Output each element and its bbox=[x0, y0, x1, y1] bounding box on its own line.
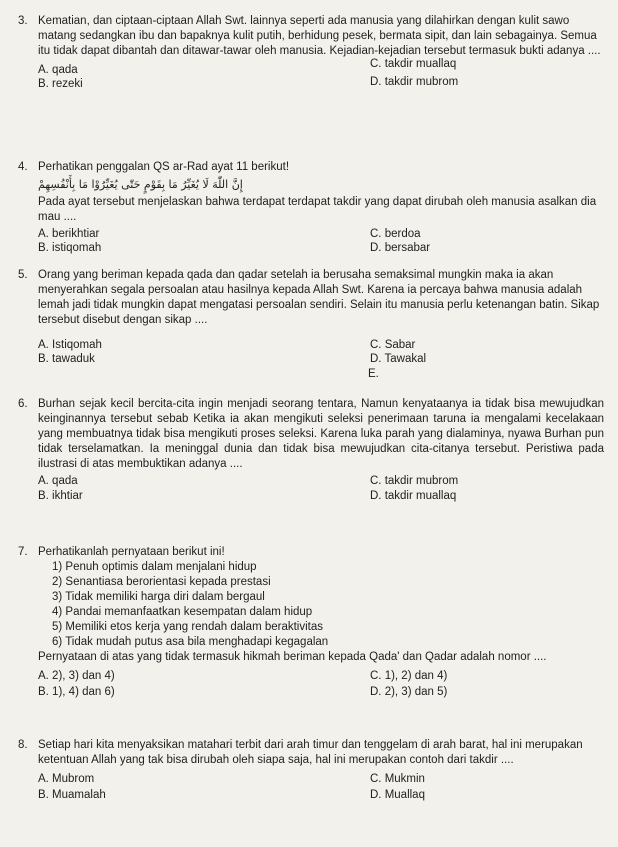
question-stem: Orang yang beriman kepada qada dan qadar setelah ia berusaha semaksimal mungkin maka ia akan menyerahkan segala persoalan atau hasilnya kepada Allah Swt. Karena ia percaya bahwa manusia adalah lemah jadi tidak mungkin dapat mengatasi persoalan sendiri. Selain itu manusia perlu ketenangan batin. Sikap tersebut disebut dengan sikap .... bbox=[38, 269, 600, 326]
option-a[interactable]: A. 2), 3) dan 4) bbox=[38, 670, 115, 682]
answer-options bbox=[38, 667, 604, 697]
question-4 bbox=[18, 160, 604, 257]
question-3 bbox=[18, 14, 604, 91]
answer-options bbox=[38, 58, 604, 91]
question-number: 4. bbox=[18, 161, 28, 173]
question-number: 5. bbox=[18, 269, 28, 281]
question-stem: Setiap hari kita menyaksikan matahari terbit dari arah timur dan tenggelam di arah barat, hal ini merupakan ketentuan Allah yang tak bisa dirubah oleh siapa saja, hal ini merupakan contoh dari takdir .... bbox=[38, 739, 583, 766]
option-b[interactable]: B. tawaduk bbox=[38, 353, 95, 365]
question-number: 8. bbox=[18, 739, 28, 751]
option-b[interactable]: B. 1), 4) dan 6) bbox=[38, 686, 115, 698]
question-8 bbox=[18, 738, 604, 801]
question-6 bbox=[18, 397, 604, 504]
option-a[interactable]: A. qada bbox=[38, 64, 78, 76]
option-d[interactable]: D. takdir muallaq bbox=[370, 490, 457, 502]
option-a[interactable]: A. berikhtiar bbox=[38, 228, 100, 240]
option-c[interactable]: C. takdir muallaq bbox=[370, 58, 457, 70]
option-a[interactable]: A. Istiqomah bbox=[38, 339, 102, 351]
statement-item: 1) Penuh optimis dalam menjalani hidup bbox=[52, 561, 257, 573]
option-c[interactable]: C. Sabar bbox=[370, 339, 416, 351]
statement-item: 3) Tidak memiliki harga diri dalam bergaul bbox=[52, 591, 265, 603]
option-c[interactable]: C. 1), 2) dan 4) bbox=[370, 670, 448, 682]
question-stem: Kematian, dan ciptaan-ciptaan Allah Swt. lainnya seperti ada manusia yang dilahirkan dengan kulit sawo matang sedangkan ibu dan bapaknya kulit putih, berhidung pesek, bermata sipit, dan lain sebagainya. Semua itu tidak dapat dibantah dan ditawar-tawar oleh manusia. Kejadian-kejadian tersebut termasuk bukti adanya .... bbox=[38, 15, 601, 57]
option-c[interactable]: C. takdir mubrom bbox=[370, 475, 459, 487]
option-c[interactable]: C. berdoa bbox=[370, 228, 421, 240]
statement-item: 4) Pandai memanfaatkan kesempatan dalam hidup bbox=[52, 606, 313, 618]
question-stem-continued: Pada ayat tersebut menjelaskan bahwa terdapat terdapat takdir yang dapat dirubah oleh manusia asalkan dia mau .... bbox=[38, 196, 597, 223]
statement-item: 5) Memiliki etos kerja yang rendah dalam beraktivitas bbox=[52, 621, 324, 633]
question-stem: Perhatikanlah pernyataan berikut ini! bbox=[38, 546, 225, 558]
answer-options bbox=[38, 330, 604, 380]
option-d[interactable]: D. 2), 3) dan 5) bbox=[370, 686, 448, 698]
question-number: 6. bbox=[18, 398, 28, 410]
answer-options bbox=[38, 474, 604, 504]
option-d[interactable]: D. bersabar bbox=[370, 242, 431, 254]
statement-list bbox=[38, 560, 604, 650]
option-c[interactable]: C. Mukmin bbox=[370, 773, 425, 785]
question-5 bbox=[18, 268, 604, 380]
option-b[interactable]: B. ikhtiar bbox=[38, 490, 83, 502]
question-number: 3. bbox=[18, 15, 28, 27]
arabic-verse: إِنَّ اللّٰهَ لَا يُغَيِّرُ مَا بِقَوْمٍ حَتّٰى يُغَيِّرُوْا مَا بِأَنْفُسِهِمْ bbox=[38, 178, 243, 191]
option-b[interactable]: B. rezeki bbox=[38, 78, 83, 90]
option-d[interactable]: D. takdir mubrom bbox=[370, 76, 459, 88]
option-a[interactable]: A. Mubrom bbox=[38, 773, 95, 785]
option-d[interactable]: D. Tawakal bbox=[370, 353, 427, 365]
option-b[interactable]: B. Muamalah bbox=[38, 789, 106, 801]
option-d[interactable]: D. Muallaq bbox=[370, 789, 425, 801]
option-e[interactable]: E. bbox=[368, 368, 379, 380]
question-stem: Burhan sejak kecil bercita-cita ingin menjadi seorang tentara, Namun kenyataanya ia tidak bisa mewujudkan keinginannya tersebut sebab Ketika ia akan mengikuti seleksi penerimaan taruna ia mengalami kecelakaan yang membuatnya tidak bisa mengikuti proses seleksi. Karena luka parah yang dialaminya, nyawa Burhan pun tidak terselamatkan. Ia meninggal dunia dan tidak bisa mewujudkan cita-citanya tersebut. Peristiwa pada ilustrasi di atas membuktikan adanya .... bbox=[38, 398, 604, 470]
question-stem: Perhatikan penggalan QS ar-Rad ayat 11 berikut! bbox=[38, 161, 290, 173]
question-number: 7. bbox=[18, 546, 28, 558]
statement-item: 2) Senantiasa berorientasi kepada prestasi bbox=[52, 576, 271, 588]
option-a[interactable]: A. qada bbox=[38, 475, 78, 487]
option-b[interactable]: B. istiqomah bbox=[38, 242, 102, 254]
answer-options bbox=[38, 227, 604, 257]
answer-options bbox=[38, 770, 604, 800]
statement-item: 6) Tidak mudah putus asa bila menghadapi kegagalan bbox=[52, 636, 329, 648]
question-7 bbox=[18, 545, 604, 698]
question-stem-continued: Pernyataan di atas yang tidak termasuk hikmah beriman kepada Qada' dan Qadar adalah nomor .... bbox=[38, 651, 547, 663]
